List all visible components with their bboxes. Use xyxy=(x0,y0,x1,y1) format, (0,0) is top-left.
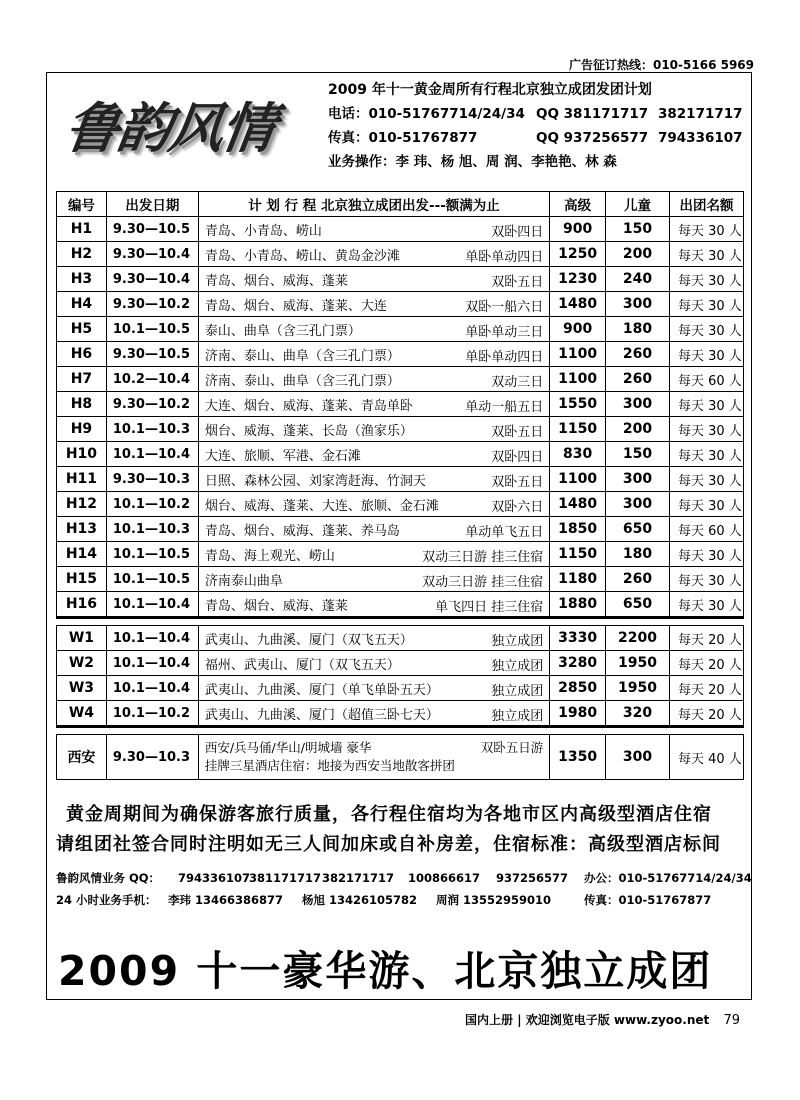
row-code: W3 xyxy=(57,676,107,701)
row-code: H5 xyxy=(57,317,107,342)
row-child-price: 300 xyxy=(606,292,670,317)
row-quota: 每天 60 人 xyxy=(669,517,743,542)
row-route-text: 大连、旅顺、军港、金石滩 xyxy=(204,448,361,464)
row-code: H2 xyxy=(57,242,107,267)
table-row xyxy=(57,467,744,492)
row-quota: 每天 30 人 xyxy=(669,567,743,592)
row-date: 10.1—10.2 xyxy=(106,701,198,727)
row-child-price: 180 xyxy=(606,542,670,567)
contact-qq: 381171717 xyxy=(249,871,322,885)
row-route xyxy=(198,567,549,592)
row-route xyxy=(198,492,549,517)
row-route xyxy=(198,626,549,651)
row-price: 1230 xyxy=(550,267,606,292)
row-code: H13 xyxy=(57,517,107,542)
notice-line2: 请组团社签合同时注明如无三人间加床或自补房差，住宿标准：高级型酒店标间 xyxy=(56,834,721,855)
row-child-price: 240 xyxy=(606,267,670,292)
row-date: 10.1—10.4 xyxy=(106,626,198,651)
row-date: 9.30—10.2 xyxy=(106,392,198,417)
row-date: 10.1—10.3 xyxy=(106,517,198,542)
col-header-quota: 出团名额 xyxy=(669,192,743,217)
row-price: 900 xyxy=(550,217,606,242)
row-date: 9.30—10.4 xyxy=(106,267,198,292)
row-date: 10.1—10.2 xyxy=(106,492,198,517)
row-route-text: 烟台、威海、蓬莱、长岛（渔家乐） xyxy=(204,423,413,439)
row-route-text: 武夷山、九曲溪、厦门（超值三卧七天） xyxy=(204,707,439,723)
row-child-price: 650 xyxy=(606,517,670,542)
ad-hotline: 广告征订热线：010-5166 5969 xyxy=(568,58,754,72)
row-quota: 每天 20 人 xyxy=(669,676,743,701)
row-route xyxy=(198,517,549,542)
row-tag: 单卧单动三日 xyxy=(465,325,544,340)
header-qq2: QQ 937256577 xyxy=(536,130,649,146)
row-quota: 每天 30 人 xyxy=(669,467,743,492)
row-date: 9.30—10.3 xyxy=(106,735,198,780)
table-row xyxy=(57,542,744,567)
row-tag: 单卧单动四日 xyxy=(465,250,544,265)
row-route-text: 福州、武夷山、厦门（双飞五天） xyxy=(204,657,400,673)
row-code: H8 xyxy=(57,392,107,417)
row-route-line1: 西安/兵马俑/华山/明城墙 豪华 xyxy=(204,740,372,755)
header-qq1: QQ 381171717 xyxy=(536,106,649,122)
row-route-text: 大连、烟台、威海、蓬莱、青岛单卧 xyxy=(204,398,413,414)
row-child-price: 300 xyxy=(606,392,670,417)
row-quota: 每天 30 人 xyxy=(669,492,743,517)
row-route-text: 青岛、烟台、威海、蓬莱、养马岛 xyxy=(204,523,400,539)
table-row xyxy=(57,242,744,267)
row-code: H4 xyxy=(57,292,107,317)
contact-mobile-label: 24 小时业务手机： xyxy=(56,893,157,907)
header-info xyxy=(328,78,748,174)
row-date: 10.1—10.4 xyxy=(106,442,198,467)
row-route xyxy=(198,267,549,292)
row-child-price: 1950 xyxy=(606,651,670,676)
table-row xyxy=(57,267,744,292)
row-route-text: 泰山、曲阜（含三孔门票） xyxy=(204,323,361,339)
row-tag: 双卧五日游 xyxy=(480,740,544,755)
row-child-price: 2200 xyxy=(606,626,670,651)
row-route-text: 济南泰山曲阜 xyxy=(204,573,283,589)
row-price: 1850 xyxy=(550,517,606,542)
row-quota: 每天 30 人 xyxy=(669,417,743,442)
row-route-text: 济南、泰山、曲阜（含三孔门票） xyxy=(204,348,400,364)
row-quota: 每天 30 人 xyxy=(669,317,743,342)
footer-text: 国内上册 | 欢迎浏览电子版 www.zyoo.net xyxy=(465,1013,710,1027)
row-tag: 独立成团 xyxy=(491,659,544,674)
row-tag: 双卧五日 xyxy=(491,275,544,290)
header-qq2b: 794336107 xyxy=(658,130,743,146)
row-quota: 每天 30 人 xyxy=(669,592,743,618)
row-route-text: 青岛、烟台、威海、蓬莱 xyxy=(204,598,348,614)
row-route-text: 青岛、烟台、威海、蓬莱 xyxy=(204,273,348,289)
table-separator xyxy=(57,727,744,735)
footer xyxy=(465,1011,740,1028)
row-route xyxy=(198,292,549,317)
row-code: W4 xyxy=(57,701,107,727)
row-price: 1180 xyxy=(550,567,606,592)
col-header-route: 计 划 行 程 北京独立成团出发---额满为止 xyxy=(198,192,549,217)
row-price: 1100 xyxy=(550,467,606,492)
row-date: 10.1—10.5 xyxy=(106,317,198,342)
table-row xyxy=(57,517,744,542)
table-row xyxy=(57,392,744,417)
row-child-price: 1950 xyxy=(606,676,670,701)
table-separator xyxy=(57,618,744,626)
row-price: 1480 xyxy=(550,292,606,317)
row-route xyxy=(198,467,549,492)
row-tag: 独立成团 xyxy=(491,634,544,649)
contact-office: 办公：010-51767714/24/34 xyxy=(584,871,752,885)
row-quota: 每天 30 人 xyxy=(669,342,743,367)
row-quota: 每天 20 人 xyxy=(669,626,743,651)
table-row xyxy=(57,492,744,517)
row-route-text: 青岛、小青岛、崂山、黄岛金沙滩 xyxy=(204,248,400,264)
table-row xyxy=(57,676,744,701)
logo-text: 鲁韵风情 xyxy=(61,96,279,160)
row-price: 1100 xyxy=(550,342,606,367)
table-header-row xyxy=(57,192,744,217)
row-route xyxy=(198,701,549,727)
notice-line1: 黄金周期间为确保游客旅行质量，各行程住宿均为各地市区内高级型酒店住宿 xyxy=(66,804,712,825)
header-title: 2009 年十一黄金周所有行程北京独立成团发团计划 xyxy=(328,82,652,98)
table-row xyxy=(57,417,744,442)
row-route-line2: 挂牌三星酒店住宿：地接为西安当地散客拼团 xyxy=(204,758,455,773)
row-date: 10.2—10.4 xyxy=(106,367,198,392)
header-phone: 电话：010-51767714/24/34 xyxy=(328,106,525,122)
row-route xyxy=(198,242,549,267)
row-tag: 双卧一船六日 xyxy=(465,300,544,315)
row-child-price: 320 xyxy=(606,701,670,727)
row-tag: 单动一船五日 xyxy=(465,400,544,415)
row-code: H12 xyxy=(57,492,107,517)
row-date: 10.1—10.4 xyxy=(106,592,198,618)
row-tag: 单卧单动四日 xyxy=(465,350,544,365)
row-tag: 单动单飞五日 xyxy=(465,525,544,540)
row-route xyxy=(198,367,549,392)
table-row xyxy=(57,442,744,467)
contact-qq: 100866617 xyxy=(408,871,481,885)
notice xyxy=(56,800,746,860)
row-quota: 每天 30 人 xyxy=(669,392,743,417)
table-row xyxy=(57,735,744,780)
row-code: H16 xyxy=(57,592,107,618)
row-route xyxy=(198,392,549,417)
row-date: 9.30—10.4 xyxy=(106,242,198,267)
row-price: 1150 xyxy=(550,542,606,567)
row-code: 西安 xyxy=(57,735,107,780)
slogan: 2009 十一豪华游、北京独立成团 xyxy=(58,947,713,995)
row-route-text: 青岛、海上观光、崂山 xyxy=(204,548,335,564)
row-tag: 双卧五日 xyxy=(491,425,544,440)
row-route xyxy=(198,542,549,567)
row-quota: 每天 30 人 xyxy=(669,267,743,292)
row-tag: 双动三日游 挂三住宿 xyxy=(422,575,544,590)
row-date: 9.30—10.5 xyxy=(106,217,198,242)
row-route-text: 武夷山、九曲溪、厦门（双飞五天） xyxy=(204,632,413,648)
tour-schedule-table xyxy=(56,191,744,780)
row-code: H3 xyxy=(57,267,107,292)
row-route xyxy=(198,592,549,618)
row-price: 1480 xyxy=(550,492,606,517)
header-fax: 传真：010-51767877 xyxy=(328,130,478,146)
row-route-text: 烟台、威海、蓬莱、大连、旅顺、金石滩 xyxy=(204,498,439,514)
row-route-text: 济南、泰山、曲阜（含三孔门票） xyxy=(204,373,400,389)
row-code: H7 xyxy=(57,367,107,392)
table-row xyxy=(57,701,744,727)
row-tag: 双卧五日 xyxy=(491,475,544,490)
row-route xyxy=(198,676,549,701)
row-route xyxy=(198,317,549,342)
contact-mobile: 周润 13552959010 xyxy=(436,893,552,907)
row-date: 10.1—10.4 xyxy=(106,676,198,701)
contact-mobile: 杨旭 13426105782 xyxy=(302,893,418,907)
row-child-price: 180 xyxy=(606,317,670,342)
row-code: W2 xyxy=(57,651,107,676)
row-price: 1150 xyxy=(550,417,606,442)
row-price: 1880 xyxy=(550,592,606,618)
row-route xyxy=(198,217,549,242)
table-row xyxy=(57,567,744,592)
row-price: 1100 xyxy=(550,367,606,392)
row-code: W1 xyxy=(57,626,107,651)
table-row xyxy=(57,292,744,317)
row-child-price: 260 xyxy=(606,342,670,367)
row-tag: 双动三日游 挂三住宿 xyxy=(422,550,544,565)
contact-fax: 传真：010-51767877 xyxy=(584,893,712,907)
row-child-price: 150 xyxy=(606,442,670,467)
contacts xyxy=(56,867,756,911)
col-header-price: 高级 xyxy=(550,192,606,217)
row-quota: 每天 60 人 xyxy=(669,367,743,392)
row-price: 3280 xyxy=(550,651,606,676)
row-route-text: 武夷山、九曲溪、厦门（单飞单卧五天） xyxy=(204,682,439,698)
row-date: 9.30—10.2 xyxy=(106,292,198,317)
row-price: 900 xyxy=(550,317,606,342)
row-code: H10 xyxy=(57,442,107,467)
row-child-price: 650 xyxy=(606,592,670,618)
header-fax-row xyxy=(328,126,748,150)
row-quota: 每天 30 人 xyxy=(669,292,743,317)
table-row xyxy=(57,651,744,676)
row-code: H15 xyxy=(57,567,107,592)
contact-qq: 794336107 xyxy=(178,871,251,885)
row-child-price: 300 xyxy=(606,467,670,492)
row-tag: 双卧六日 xyxy=(491,500,544,515)
row-code: H11 xyxy=(57,467,107,492)
col-header-child: 儿童 xyxy=(606,192,670,217)
contact-qq-label: 鲁韵风情业务 QQ： xyxy=(56,871,161,885)
row-price: 1980 xyxy=(550,701,606,727)
logo xyxy=(61,86,312,168)
row-route xyxy=(198,342,549,367)
row-quota: 每天 30 人 xyxy=(669,217,743,242)
row-tag: 独立成团 xyxy=(491,709,544,724)
row-route-text: 青岛、烟台、威海、蓬莱、大连 xyxy=(204,298,387,314)
table-row xyxy=(57,626,744,651)
header-qq1b: 382171717 xyxy=(658,106,743,122)
row-date: 10.1—10.3 xyxy=(106,417,198,442)
row-price: 3330 xyxy=(550,626,606,651)
row-date: 10.1—10.5 xyxy=(106,542,198,567)
row-date: 9.30—10.5 xyxy=(106,342,198,367)
row-date: 10.1—10.4 xyxy=(106,651,198,676)
row-price: 2850 xyxy=(550,676,606,701)
contact-qq: 382171717 xyxy=(322,871,395,885)
row-child-price: 260 xyxy=(606,567,670,592)
row-price: 1350 xyxy=(550,735,606,780)
table-row xyxy=(57,217,744,242)
row-child-price: 200 xyxy=(606,242,670,267)
row-route-text: 青岛、小青岛、崂山 xyxy=(204,223,322,239)
row-date: 10.1—10.5 xyxy=(106,567,198,592)
row-tag: 双卧四日 xyxy=(491,450,544,465)
row-quota: 每天 40 人 xyxy=(669,735,743,780)
table-row xyxy=(57,342,744,367)
col-header-date: 出发日期 xyxy=(106,192,198,217)
row-code: H9 xyxy=(57,417,107,442)
row-route xyxy=(198,442,549,467)
row-route xyxy=(198,735,549,780)
page-number: 79 xyxy=(723,1013,740,1028)
row-tag: 单飞四日 挂三住宿 xyxy=(435,600,544,615)
row-route xyxy=(198,651,549,676)
row-child-price: 300 xyxy=(606,492,670,517)
row-quota: 每天 30 人 xyxy=(669,442,743,467)
col-header-code: 编号 xyxy=(57,192,107,217)
row-route xyxy=(198,417,549,442)
row-code: H14 xyxy=(57,542,107,567)
row-child-price: 200 xyxy=(606,417,670,442)
header-phone-row xyxy=(328,102,748,126)
row-code: H6 xyxy=(57,342,107,367)
row-tag: 独立成团 xyxy=(491,684,544,699)
table-row xyxy=(57,592,744,618)
table-row xyxy=(57,317,744,342)
row-price: 1250 xyxy=(550,242,606,267)
row-date: 9.30—10.3 xyxy=(106,467,198,492)
row-quota: 每天 30 人 xyxy=(669,542,743,567)
row-route-text: 日照、森林公园、刘家湾赶海、竹洞天 xyxy=(204,473,426,489)
row-child-price: 150 xyxy=(606,217,670,242)
row-price: 1550 xyxy=(550,392,606,417)
row-child-price: 300 xyxy=(606,735,670,780)
row-quota: 每天 20 人 xyxy=(669,651,743,676)
row-tag: 双动三日 xyxy=(491,375,544,390)
row-code: H1 xyxy=(57,217,107,242)
contact-qq: 937256577 xyxy=(496,871,569,885)
row-tag: 双卧四日 xyxy=(491,225,544,240)
row-quota: 每天 20 人 xyxy=(669,701,743,727)
row-quota: 每天 30 人 xyxy=(669,242,743,267)
row-price: 830 xyxy=(550,442,606,467)
table-row xyxy=(57,367,744,392)
contact-mobile: 李玮 13466386877 xyxy=(168,893,284,907)
row-child-price: 260 xyxy=(606,367,670,392)
header-staff: 业务操作：李 玮、杨 旭、周 润、李艳艳、林 森 xyxy=(328,154,617,170)
